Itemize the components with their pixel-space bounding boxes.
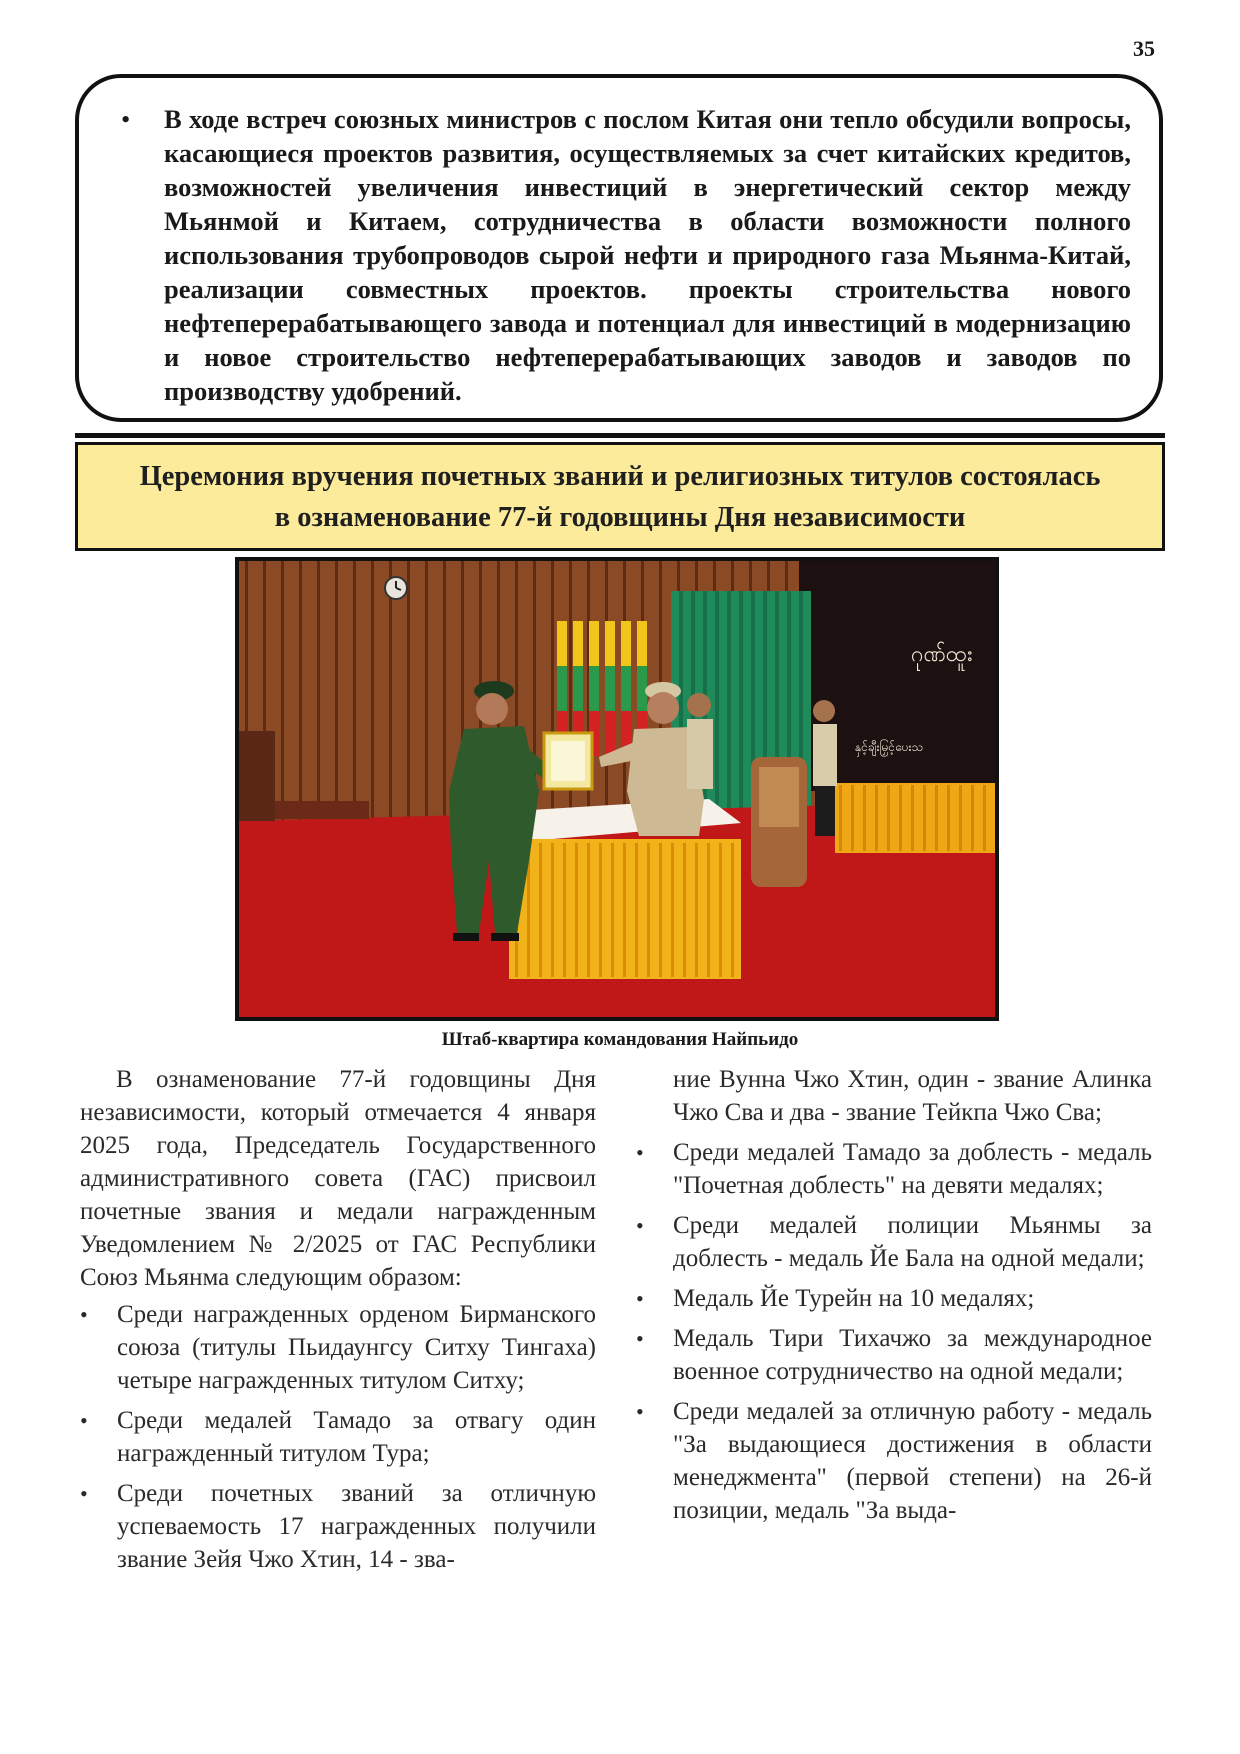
awards-list-right bbox=[636, 1136, 1152, 1527]
list-item-continuation: ние Вунна Чжо Хтин, один - звание Алинка Чжо Сва и два - звание Тейкпа Чжо Сва; bbox=[673, 1066, 1152, 1126]
list-item: • Среди медалей полиции Мьянмы за доблесть - медаль Йе Бала на одной медали; bbox=[636, 1209, 1152, 1275]
backdrop-caption: နှင့်ချီးမြှင့်ပေးသ bbox=[855, 740, 924, 754]
list-item: • Медаль Тири Тихачжо за международное военное сотрудничество на одной медали; bbox=[636, 1322, 1152, 1388]
list-item: • Медаль Йе Турейн на 10 медалях; bbox=[636, 1282, 1152, 1315]
list-item: • Среди медалей за отличную работу - медаль "За выдающиеся достижения в области менеджмента" (первой степени) на 26-й позиции, медаль "За выда- bbox=[636, 1395, 1152, 1527]
section-heading bbox=[75, 442, 1165, 551]
heading-line-2: в ознаменование 77-й годовщины Дня независимости bbox=[274, 501, 966, 533]
awards-list-left bbox=[80, 1298, 596, 1576]
list-item: • Среди медалей Тамадо за отвагу один награжденный титулом Тура; bbox=[80, 1404, 596, 1470]
photo-caption: Штаб-квартира командования Найпьидо bbox=[441, 1029, 799, 1050]
list-item: • Среди почетных званий за отличную успеваемость 17 награжденных получили звание Зейя Чжо Хтин, 14 - зва- bbox=[80, 1477, 596, 1576]
callout-bullet: • В ходе встреч союзных министров с послом Китая они тепло обсудили вопросы, касающиеся проектов развития, осуществляемых за счет китайских кредитов, возможностей увеличения инвестиций в энергетический сектор между Мьянмой и Китаем, сотрудничества в области возможности полного использования трубопроводов сырой нефти и природного газа Мьянма-Китай, реализации совместных проектов. проекты строительства нового нефтеперерабатывающего завода и потенциал для инвестиций в модернизацию и новое строительство нефтеперерабатывающих заводов и заводов по производству удобрений. bbox=[131, 102, 1131, 408]
article-column-right bbox=[636, 1063, 1152, 1534]
callout-list bbox=[131, 102, 1131, 408]
article-column-left bbox=[80, 1063, 596, 1583]
callout-box bbox=[75, 74, 1163, 422]
list-item: • Среди награжденных орденом Бирманского союза (титулы Пьидаунгсу Ситху Тингаха) четыре награжденных титулом Ситху; bbox=[80, 1298, 596, 1397]
page-number: 35 bbox=[1133, 36, 1155, 61]
ceremony-photo-illustration bbox=[239, 561, 995, 1017]
article-intro: В ознаменование 77-й годовщины Дня независимости, который отмечается 4 января 2025 года, Председатель Государственного административного совета (ГАС) присвоил почетные звания и медали награжденным Уведомлением № 2/2025 от ГАС Республики Союз Мьянма следующим образом: bbox=[80, 1066, 596, 1291]
list-item: • Среди медалей Тамадо за доблесть - медаль "Почетная доблесть" на девяти медалях; bbox=[636, 1136, 1152, 1202]
heading-line-1: Церемония вручения почетных званий и религиозных титулов состоялась bbox=[139, 460, 1101, 492]
ceremony-photo bbox=[235, 557, 999, 1021]
backdrop-sign: ဂုဏ်ထူး bbox=[911, 642, 973, 667]
section-divider bbox=[75, 433, 1165, 438]
